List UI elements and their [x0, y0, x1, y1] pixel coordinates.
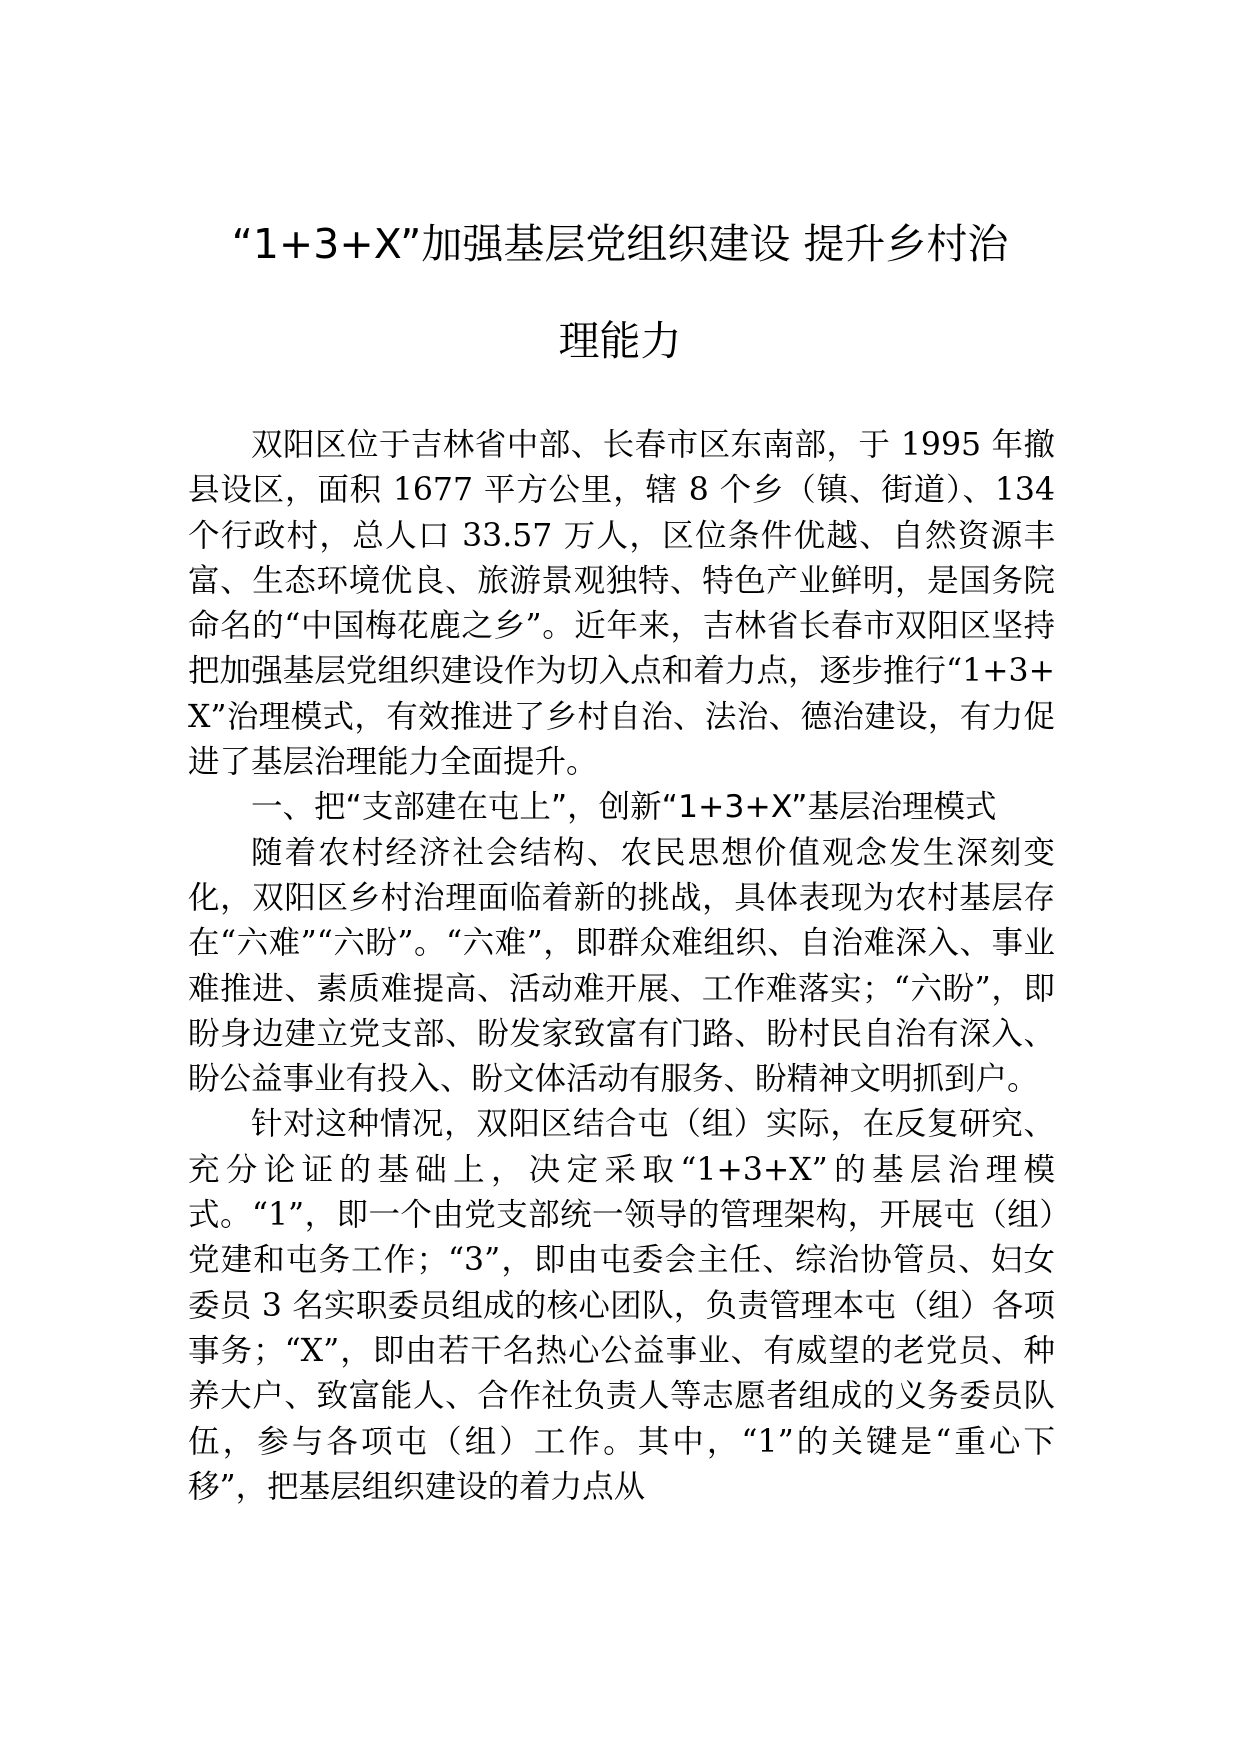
- title-line-2: 理能力: [558, 317, 682, 365]
- paragraph-model: 针对这种情况，双阳区结合屯（组）实际，在反复研究、充分论证的基础上，决定采取“1+3+X”的基层治理模式。“1”，即一个由党支部统一领导的管理架构，开展屯（组）党建和屯务工作；“3”，即由屯委会主任、综治协管员、妇女委员 3 名实职委员组成的核心团队，负责管理本屯（组）各项事务；“X”，即由若干名热心公益事业、有威望的老党员、种养大户、致富能人、合作社负责人等志愿者组成的义务委员队伍，参与各项屯（组）工作。其中，“1”的关键是“重心下移”，把基层组织建设的着力点从: [188, 1106, 1055, 1505]
- document-title: [180, 196, 1060, 390]
- title-line-1: “1+3+X”加强基层党组织建设 提升乡村治: [231, 220, 1009, 268]
- paragraph-intro: 双阳区位于吉林省中部、长春市区东南部，于 1995 年撤县设区，面积 1677 平方公里，辖 8 个乡（镇、街道）、134 个行政村，总人口 33.57 万人，区位条件优越、自然资源丰富、生态环境优良、旅游景观独特、特色产业鲜明，是国务院命名的“中国梅花鹿之乡”。近年来，吉林省长春市双阳区坚持把加强基层党组织建设作为切入点和着力点，逐步推行“1+3+X”治理模式，有效推进了乡村自治、法治、德治建设，有力促进了基层治理能力全面提升。: [188, 427, 1055, 781]
- section-heading-1: 一、把“支部建在屯上”，创新“1+3+X”基层治理模式: [251, 789, 997, 826]
- document-body: [188, 423, 1055, 1510]
- paragraph-challenges: 随着农村经济社会结构、农民思想价值观念发生深刻变化，双阳区乡村治理面临着新的挑战，具体表现为农村基层存在“六难”“六盼”。“六难”，即群众难组织、自治难深入、事业难推进、素质难提高、活动难开展、工作难落实；“六盼”，即盼身边建立党支部、盼发家致富有门路、盼村民自治有深入、盼公益事业有投入、盼文体活动有服务、盼精神文明抓到户。: [188, 834, 1055, 1098]
